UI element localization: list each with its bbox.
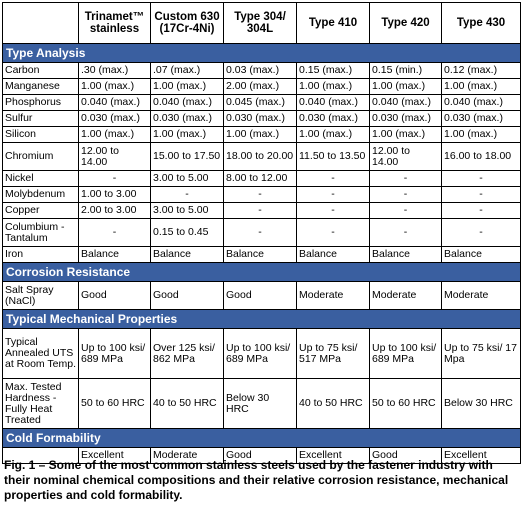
cell: 2.00 to 3.00 (79, 203, 151, 219)
cell: - (370, 203, 442, 219)
cell: 0.03 (max.) (224, 63, 297, 79)
cell: - (297, 171, 370, 187)
header-type-420: Type 420 (370, 3, 442, 44)
cell: Below 30 HRC (224, 379, 297, 429)
section-type-analysis (3, 44, 521, 63)
cell: 0.040 (max.) (79, 95, 151, 111)
table-row-salt-spray (3, 282, 521, 310)
header-type-304: Type 304/ 304L (224, 3, 297, 44)
cell: 1.00 (max.) (297, 127, 370, 143)
cell: 0.030 (max.) (224, 111, 297, 127)
cell: 1.00 (max.) (370, 127, 442, 143)
row-label: Silicon (3, 127, 79, 143)
cell: Up to 100 ksi/ 689 MPa (79, 329, 151, 379)
header-type-430: Type 430 (442, 3, 521, 44)
cell: Excellent (442, 448, 521, 464)
cell: 0.030 (max.) (79, 111, 151, 127)
cell: 3.00 to 5.00 (151, 203, 224, 219)
section-title: Cold Formability (3, 429, 521, 448)
cell: Excellent (297, 448, 370, 464)
cell: 16.00 to 18.00 (442, 143, 521, 171)
cell: Balance (79, 247, 151, 263)
table-row-nickel (3, 171, 521, 187)
cell: 0.040 (max.) (370, 95, 442, 111)
cell: 18.00 to 20.00 (224, 143, 297, 171)
cell: Below 30 HRC (442, 379, 521, 429)
figure-caption: Fig. 1 – Some of the most common stainless steels used by the fastener industry with their nominal chemical compositions and their relative corrosion resistance, mechanical properties and cold formability. (4, 458, 509, 502)
cell: 0.040 (max.) (297, 95, 370, 111)
cell: - (79, 171, 151, 187)
cell: 1.00 (max.) (151, 79, 224, 95)
table-row-copper (3, 203, 521, 219)
row-label: Chromium (3, 143, 79, 171)
section-corrosion-resistance (3, 263, 521, 282)
row-label: Nickel (3, 171, 79, 187)
table-row-manganese (3, 79, 521, 95)
header-type-410: Type 410 (297, 3, 370, 44)
table-row-silicon (3, 127, 521, 143)
cell: Moderate (370, 282, 442, 310)
cell: Balance (151, 247, 224, 263)
cell: .07 (max.) (151, 63, 224, 79)
cell: - (224, 203, 297, 219)
section-mechanical-properties (3, 310, 521, 329)
cell: - (442, 203, 521, 219)
section-cold-formability (3, 429, 521, 448)
cell: 0.045 (max.) (224, 95, 297, 111)
cell: 0.15 (max.) (297, 63, 370, 79)
cell: .30 (max.) (79, 63, 151, 79)
cell: Good (370, 448, 442, 464)
cell: - (442, 171, 521, 187)
cell: 1.00 (max.) (79, 127, 151, 143)
cell: 50 to 60 HRC (370, 379, 442, 429)
cell: - (297, 219, 370, 247)
cell: 11.50 to 13.50 (297, 143, 370, 171)
cell: Good (224, 448, 297, 464)
cell: - (442, 219, 521, 247)
row-label: Phosphorus (3, 95, 79, 111)
cell: 40 to 50 HRC (297, 379, 370, 429)
table-row-iron (3, 247, 521, 263)
cell: 3.00 to 5.00 (151, 171, 224, 187)
row-label: Copper (3, 203, 79, 219)
cell: Balance (297, 247, 370, 263)
cell: - (151, 187, 224, 203)
cell: Over 125 ksi/ 862 MPa (151, 329, 224, 379)
cell: Good (151, 282, 224, 310)
table-row-phosphorus (3, 95, 521, 111)
cell: - (297, 203, 370, 219)
cell: 12.00 to 14.00 (370, 143, 442, 171)
row-label: Iron (3, 247, 79, 263)
cell: 0.030 (max.) (370, 111, 442, 127)
row-label: Manganese (3, 79, 79, 95)
row-label: Max. Tested Hardness - Fully Heat Treated (3, 379, 79, 429)
cell: Good (224, 282, 297, 310)
cell: Excellent (79, 448, 151, 464)
row-label: Salt Spray (NaCl) (3, 282, 79, 310)
cell: Moderate (151, 448, 224, 464)
cell: 8.00 to 12.00 (224, 171, 297, 187)
row-label: Columbium - Tantalum (3, 219, 79, 247)
table-row-uts (3, 329, 521, 379)
header-custom-630: Custom 630 (17Cr-4Ni) (151, 3, 224, 44)
cell: 1.00 (max.) (151, 127, 224, 143)
row-label: Typical Annealed UTS at Room Temp. (3, 329, 79, 379)
cell: Up to 100 ksi/ 689 MPa (370, 329, 442, 379)
cell: 0.030 (max.) (151, 111, 224, 127)
section-title: Type Analysis (3, 44, 521, 63)
cell: 0.040 (max.) (151, 95, 224, 111)
cell: - (370, 187, 442, 203)
cell: - (224, 187, 297, 203)
cell: 50 to 60 HRC (79, 379, 151, 429)
cell: 1.00 to 3.00 (79, 187, 151, 203)
cell: 0.15 (min.) (370, 63, 442, 79)
cell: 2.00 (max.) (224, 79, 297, 95)
cell: - (224, 219, 297, 247)
cell: 1.00 (max.) (370, 79, 442, 95)
cell: Balance (442, 247, 521, 263)
table-row-molybdenum (3, 187, 521, 203)
cell: - (370, 219, 442, 247)
cell: Balance (224, 247, 297, 263)
cell: 15.00 to 17.50 (151, 143, 224, 171)
cell: - (79, 219, 151, 247)
section-title: Corrosion Resistance (3, 263, 521, 282)
table-row-chromium (3, 143, 521, 171)
cell: 1.00 (max.) (224, 127, 297, 143)
cell: Moderate (297, 282, 370, 310)
cell: Balance (370, 247, 442, 263)
cell: 1.00 (max.) (442, 127, 521, 143)
cell: Up to 100 ksi/ 689 MPa (224, 329, 297, 379)
stainless-steel-comparison-table (2, 2, 521, 464)
row-label: Carbon (3, 63, 79, 79)
cell: Good (79, 282, 151, 310)
cell: 0.030 (max.) (442, 111, 521, 127)
cell: Up to 75 ksi/ 517 MPa (297, 329, 370, 379)
cell: - (370, 171, 442, 187)
section-title: Typical Mechanical Properties (3, 310, 521, 329)
cell: 0.040 (max.) (442, 95, 521, 111)
table-row-carbon (3, 63, 521, 79)
cell: - (442, 187, 521, 203)
cell: 1.00 (max.) (297, 79, 370, 95)
header-trinamet: Trinamet™ stainless (79, 3, 151, 44)
cell: 0.15 to 0.45 (151, 219, 224, 247)
cell: - (297, 187, 370, 203)
cell: 12.00 to 14.00 (79, 143, 151, 171)
cell: 1.00 (max.) (79, 79, 151, 95)
row-label: Molybdenum (3, 187, 79, 203)
cell: 40 to 50 HRC (151, 379, 224, 429)
header-row (3, 3, 521, 44)
header-blank (3, 3, 79, 44)
cell: Moderate (442, 282, 521, 310)
cell: 0.030 (max.) (297, 111, 370, 127)
cell: Up to 75 ksi/ 17 Mpa (442, 329, 521, 379)
cell: 1.00 (max.) (442, 79, 521, 95)
table-row-sulfur (3, 111, 521, 127)
table-row-hardness (3, 379, 521, 429)
cell: 0.12 (max.) (442, 63, 521, 79)
table-row-columbium-tantalum (3, 219, 521, 247)
row-label: Sulfur (3, 111, 79, 127)
